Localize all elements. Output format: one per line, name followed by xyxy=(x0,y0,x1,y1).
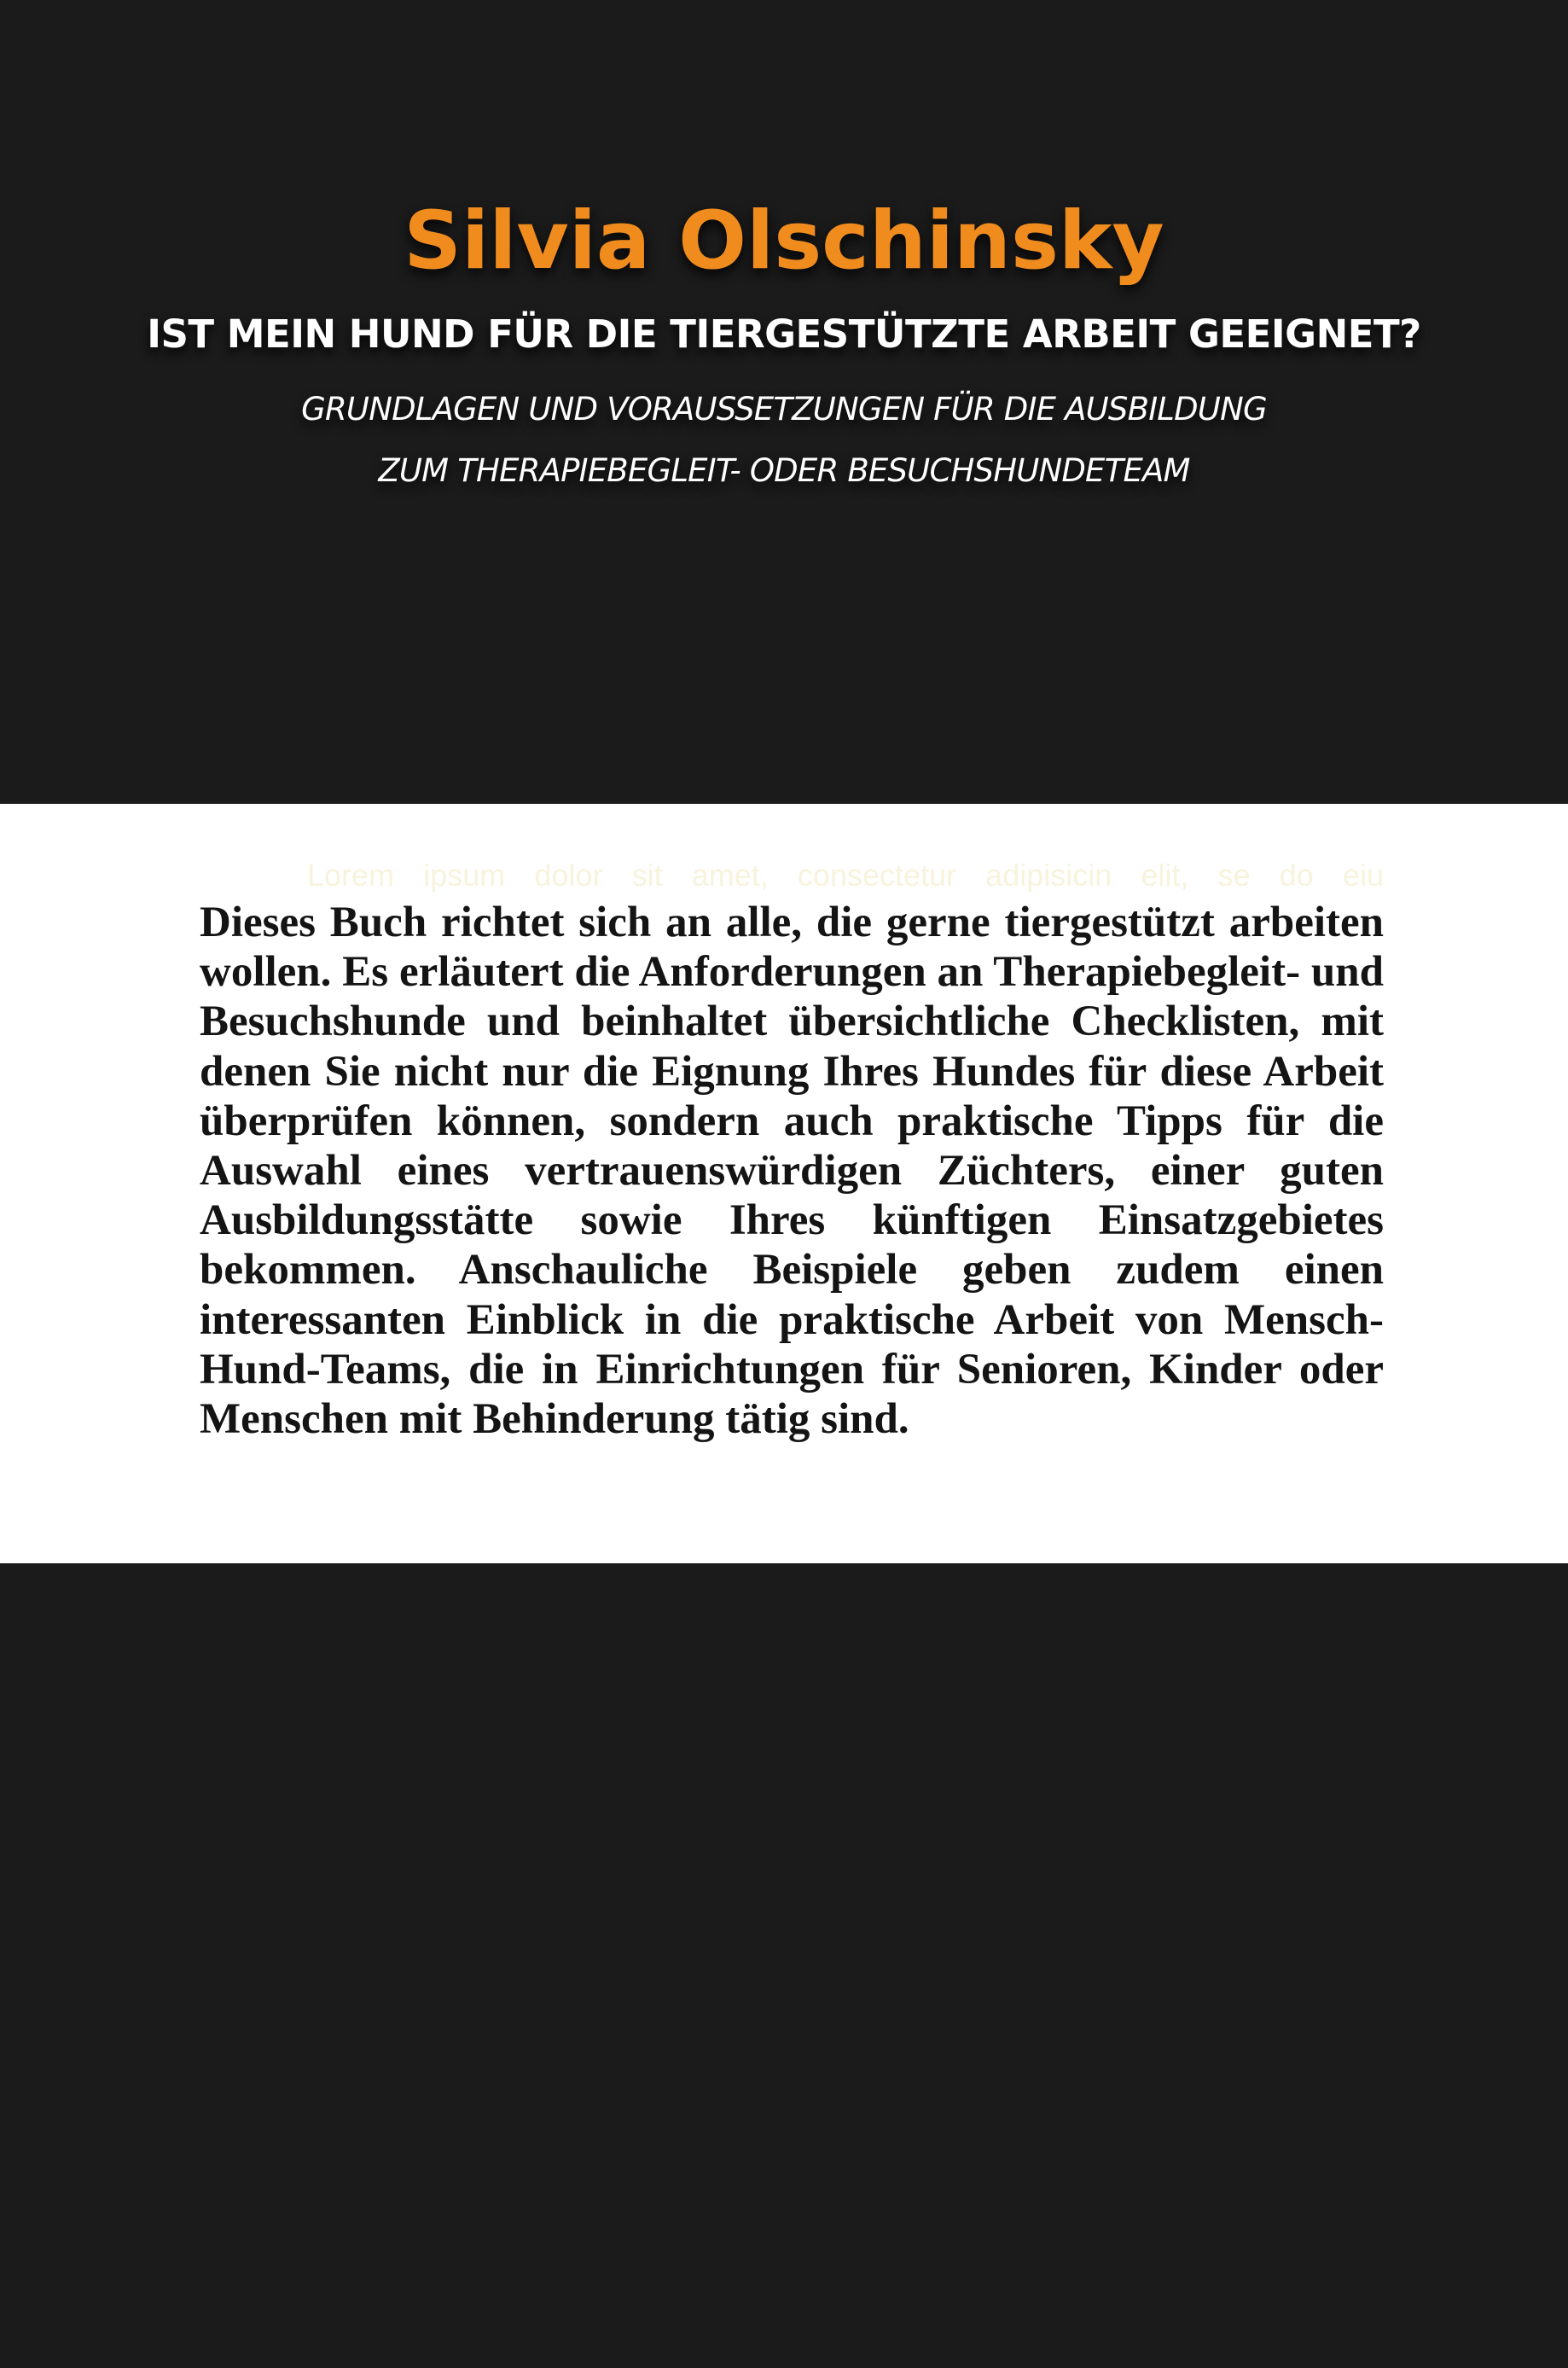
book-subtitle xyxy=(0,379,1568,502)
book-title: IST MEIN HUND FÜR DIE TIERGESTÜTZTE ARBEIT GEEIGNET? xyxy=(147,311,1421,357)
placeholder-text: Lorem ipsum dolor sit amet, consectetur adipisicin elit, se do eiu xyxy=(307,858,1384,893)
subtitle-line-1: GRUNDLAGEN UND VORAUSSETZUNGEN FÜR DIE AUSBILDUNG xyxy=(301,391,1267,428)
cover-header xyxy=(0,0,1568,804)
author-name: Silvia Olschinsky xyxy=(404,195,1164,288)
subtitle-line-2: ZUM THERAPIEBEGLEIT- ODER BESUCHSHUNDETEAM xyxy=(378,452,1190,489)
book-blurb: Dieses Buch richtet sich an alle, die gerne tiergestützt arbeiten wollen. Es erläutert die Anforderungen an Therapiebegleit- und Besuchshunde und beinhaltet übersichtliche Checklisten, mit denen Sie nicht nur die Eignung Ihres Hundes für diese Arbeit überprüfen können, sondern auch praktische Tipps für die Auswahl eines vertrauenswürdigen Züchters, einer guten Ausbildungsstätte sowie Ihres künftigen Einsatzgebietes bekommen. Anschauliche Beispiele geben zudem einen interessanten Einblick in die praktische Arbeit von Mensch-Hund-Teams, die in Einrichtungen für Senioren, Kinder oder Menschen mit Behinderung tätig sind. xyxy=(200,899,1384,1444)
cover-footer xyxy=(0,1563,1568,2368)
